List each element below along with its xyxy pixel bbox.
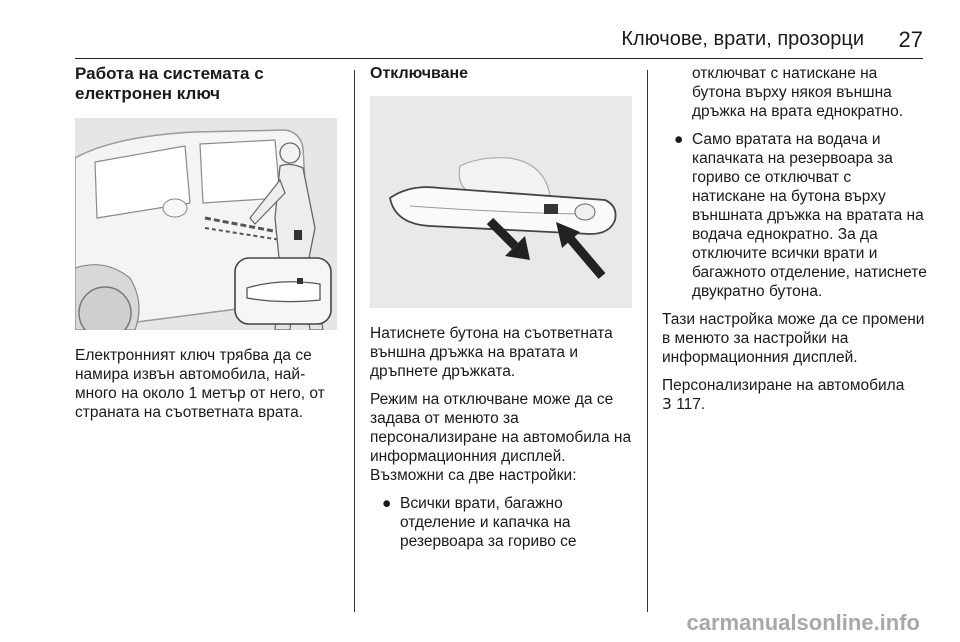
bullet-text: Всички врати, багажно отделение и капачка на резервоара за гориво се <box>400 495 577 550</box>
unlock-instruction: Натиснете бутона на съответната външна дръжка на вратата и дръпнете дръжката. <box>370 325 613 380</box>
illustration-door-handle <box>370 96 632 308</box>
reference-arrow-icon: 3 <box>662 395 672 413</box>
header-rule <box>75 58 923 59</box>
bullet-text: Само вратата на водача и капачката на резервоара за гориво се отключват с натискане на бутона върху външната дръжка на вратата на водача еднократно. За да отключите всички врати и багажното отделение, натиснете двукратно бутона. <box>692 131 927 300</box>
cross-reference[interactable] <box>662 376 928 414</box>
column-1 <box>75 64 341 431</box>
page-number: 27 <box>898 27 923 52</box>
reference-text: Персонализиране на автомобила <box>662 377 905 394</box>
column-divider-2 <box>647 70 648 612</box>
unlock-mode-paragraph: Режим на отключване може да се задава от менюто за персонализиране на автомобила на информационния дисплей. Възможни са две настройки: <box>370 391 632 484</box>
key-range-paragraph: Електронният ключ трябва да се намира извън автомобила, най-много на около 1 метър от него, от страната на съответната врата. <box>75 347 325 421</box>
bullet-dot: ● <box>674 131 684 148</box>
column-divider-1 <box>354 70 355 612</box>
watermark: carmanualsonline.info <box>686 610 920 635</box>
reference-page: 117. <box>676 396 706 413</box>
settings-paragraph: Тази настройка може да се промени в менюто за настройки на информационния дисплей. <box>662 311 925 366</box>
section-heading: Работа на системата с електронен ключ <box>75 64 264 103</box>
unlocking-heading: Отключване <box>370 65 469 82</box>
bullet-all-doors <box>370 494 636 551</box>
bullet-all-doors-continued: отключват с натискане на бутона върху някоя външна дръжка на врата еднократно. <box>692 65 904 120</box>
door-handle-illustration <box>370 96 632 308</box>
section-title: Ключове, врати, прозорци <box>621 28 864 50</box>
bullet-driver-door <box>662 130 928 301</box>
column-2 <box>370 64 636 560</box>
bullet-dot: ● <box>382 495 392 512</box>
illustration-person-at-car <box>75 118 337 330</box>
car-door-illustration <box>75 118 337 330</box>
column-3 <box>662 64 928 423</box>
